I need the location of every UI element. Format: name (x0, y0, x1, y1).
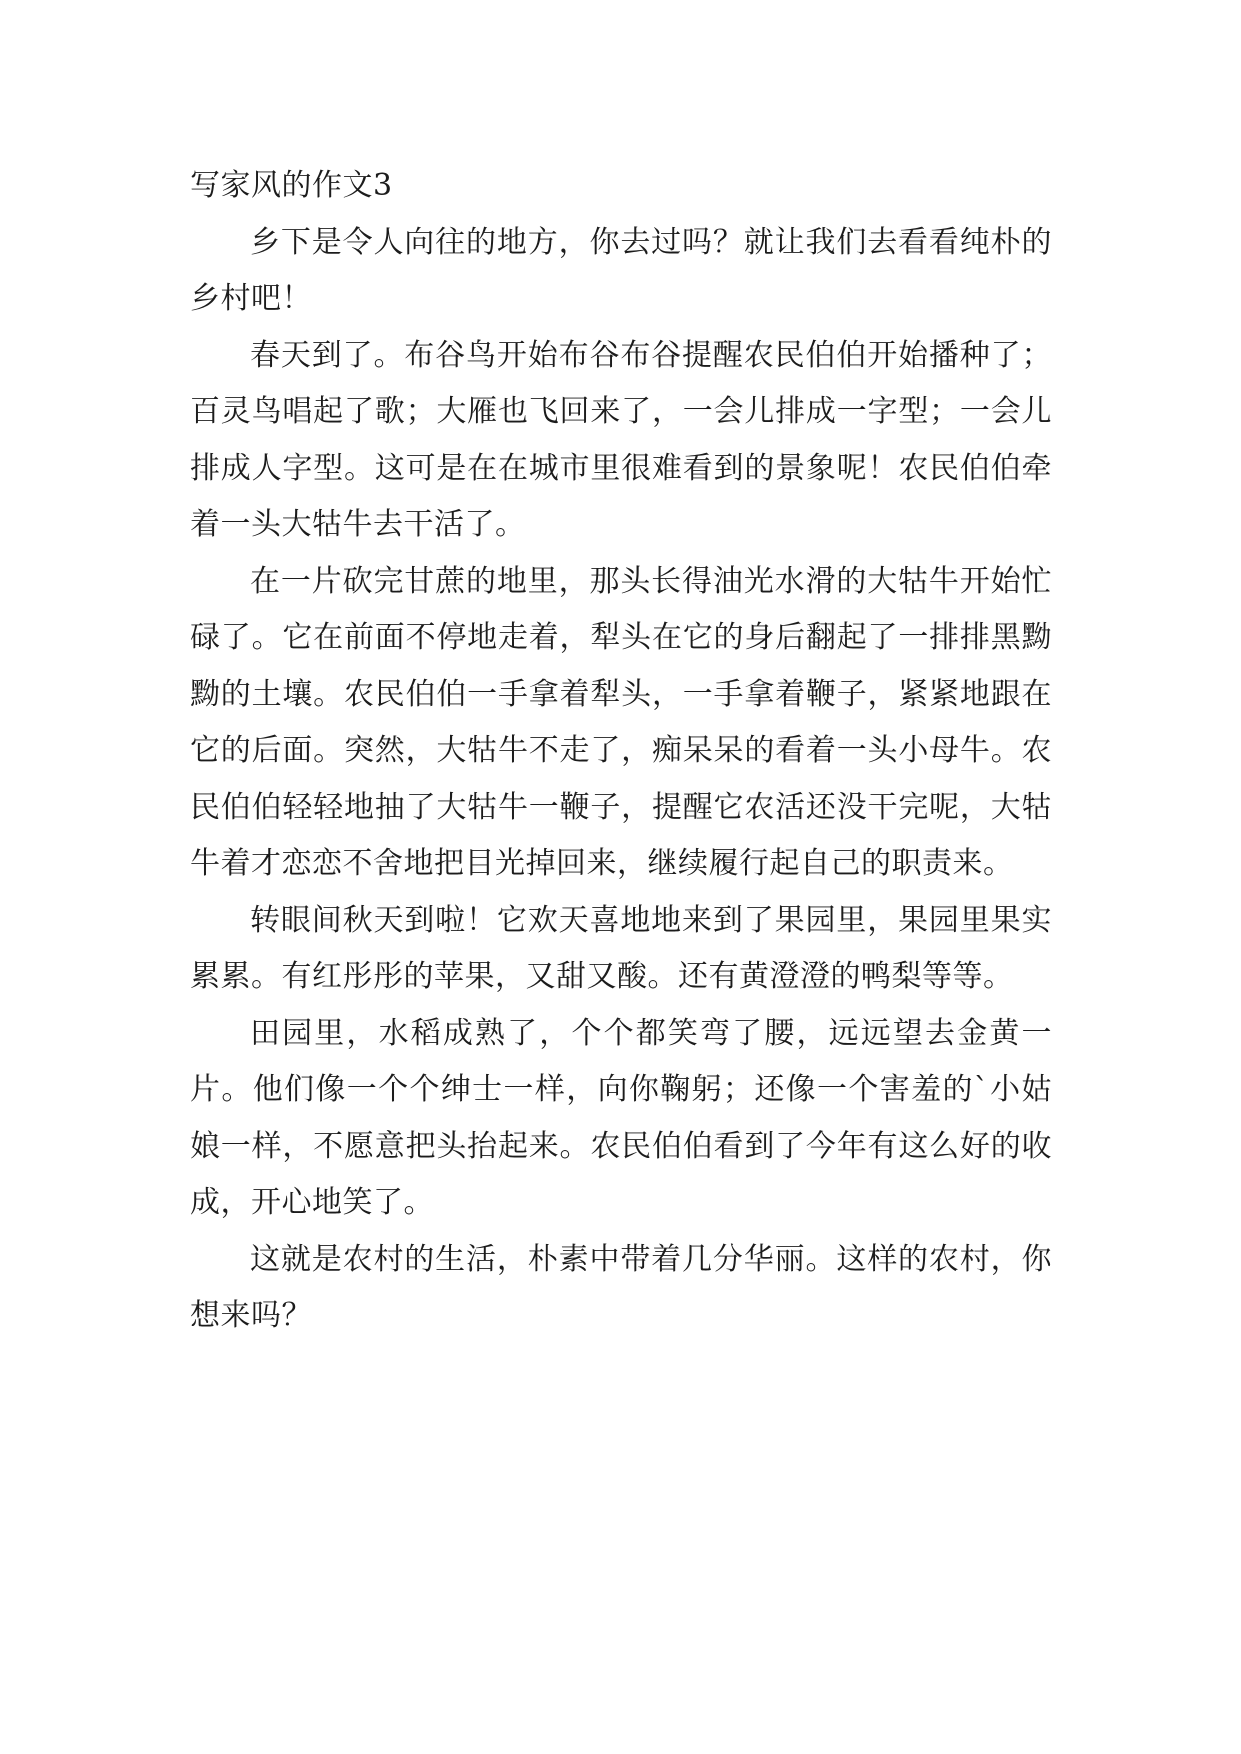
paragraph-autumn-orchard: 转眼间秋天到啦！它欢天喜地地来到了果园里，果园里果实累累。有红彤彤的苹果，又甜又酸。还有黄澄澄的鸭梨等等。 (190, 902, 1052, 994)
essay-title: 写家风的作文3 (190, 168, 393, 203)
paragraph-plowing: 在一片砍完甘蔗的地里，那头长得油光水滑的大牯牛开始忙碌了。它在前面不停地走着，犁头在它的身后翻起了一排排黑黝黝的土壤。农民伯伯一手拿着犁头，一手拿着鞭子，紧紧地跟在它的后面。突然，大牯牛不走了，痴呆呆的看着一头小母牛。农民伯伯轻轻地抽了大牯牛一鞭子，提醒它农活还没干完呢，大牯牛着才恋恋不舍地把目光掉回来，继续履行起自己的职责来。 (190, 563, 1052, 881)
document-page (190, 158, 1052, 1345)
paragraph-conclusion: 这就是农村的生活，朴素中带着几分华丽。这样的农村，你想来吗？ (190, 1241, 1052, 1333)
paragraph-spring: 春天到了。布谷鸟开始布谷布谷提醒农民伯伯开始播种了；百灵鸟唱起了歌；大雁也飞回来了，一会儿排成一字型；一会儿排成人字型。这可是在在城市里很难看到的景象呢！农民伯伯牵着一头大牯牛去干活了。 (190, 337, 1052, 542)
paragraph-intro: 乡下是令人向往的地方，你去过吗？就让我们去看看纯朴的乡村吧！ (190, 224, 1052, 316)
paragraph-rice-field: 田园里，水稻成熟了，个个都笑弯了腰，远远望去金黄一片。他们像一个个绅士一样，向你鞠躬；还像一个害羞的`小姑娘一样，不愿意把头抬起来。农民伯伯看到了今年有这么好的收成，开心地笑了。 (190, 1015, 1052, 1220)
